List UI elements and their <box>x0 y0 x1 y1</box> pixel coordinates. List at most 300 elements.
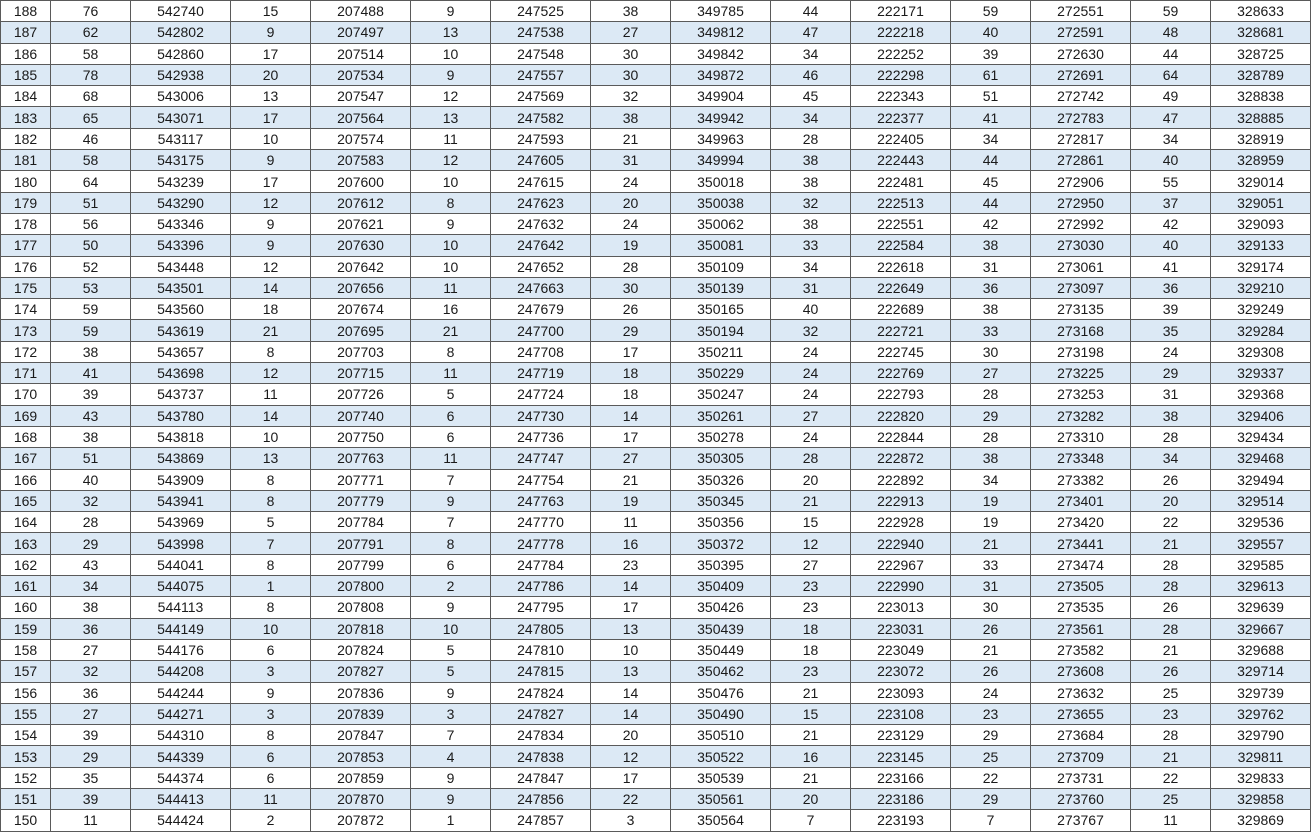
table-cell: 328681 <box>1211 22 1311 43</box>
table-cell: 2 <box>231 810 311 831</box>
table-cell: 222745 <box>851 341 951 362</box>
table-cell: 222892 <box>851 469 951 490</box>
table-cell: 329557 <box>1211 533 1311 554</box>
table-row <box>1 22 1311 43</box>
table-cell: 247548 <box>491 43 591 64</box>
table-cell: 33 <box>771 235 851 256</box>
table-cell: 14 <box>591 576 671 597</box>
table-cell: 20 <box>771 469 851 490</box>
table-cell: 207564 <box>311 107 411 128</box>
table-cell: 29 <box>951 405 1031 426</box>
table-cell: 222928 <box>851 512 951 533</box>
table-cell: 6 <box>411 554 491 575</box>
table-cell: 207695 <box>311 320 411 341</box>
table-cell: 222844 <box>851 426 951 447</box>
table-cell: 13 <box>591 661 671 682</box>
table-row <box>1 554 1311 575</box>
table-cell: 222405 <box>851 128 951 149</box>
table-cell: 273382 <box>1031 469 1131 490</box>
table-cell: 11 <box>411 277 491 298</box>
table-cell: 22 <box>951 767 1031 788</box>
table-cell: 207847 <box>311 725 411 746</box>
table-cell: 222689 <box>851 299 951 320</box>
table-cell: 222721 <box>851 320 951 341</box>
table-cell: 544208 <box>131 661 231 682</box>
table-cell: 13 <box>591 618 671 639</box>
table-cell: 247824 <box>491 682 591 703</box>
table-cell: 31 <box>951 576 1031 597</box>
table-cell: 44 <box>1131 43 1211 64</box>
table-cell: 247784 <box>491 554 591 575</box>
table-cell: 10 <box>411 235 491 256</box>
table-cell: 188 <box>1 1 51 22</box>
table-cell: 329762 <box>1211 703 1311 724</box>
table-cell: 8 <box>231 341 311 362</box>
table-cell: 27 <box>591 448 671 469</box>
table-row <box>1 618 1311 639</box>
table-cell: 8 <box>231 554 311 575</box>
table-cell: 33 <box>951 554 1031 575</box>
table-cell: 272630 <box>1031 43 1131 64</box>
table-cell: 20 <box>771 788 851 809</box>
table-cell: 223049 <box>851 639 951 660</box>
table-cell: 350372 <box>671 533 771 554</box>
table-cell: 186 <box>1 43 51 64</box>
table-cell: 24 <box>591 171 671 192</box>
table-cell: 20 <box>231 64 311 85</box>
table-cell: 78 <box>51 64 131 85</box>
table-cell: 207630 <box>311 235 411 256</box>
table-cell: 329514 <box>1211 490 1311 511</box>
table-cell: 38 <box>771 150 851 171</box>
table-cell: 161 <box>1 576 51 597</box>
table-cell: 5 <box>411 661 491 682</box>
table-cell: 350510 <box>671 725 771 746</box>
table-cell: 27 <box>771 405 851 426</box>
table-cell: 46 <box>51 128 131 149</box>
table-cell: 207621 <box>311 213 411 234</box>
table-row <box>1 448 1311 469</box>
table-cell: 544413 <box>131 788 231 809</box>
table-cell: 273420 <box>1031 512 1131 533</box>
table-cell: 5 <box>411 639 491 660</box>
table-cell: 21 <box>771 767 851 788</box>
table-cell: 543175 <box>131 150 231 171</box>
table-cell: 247569 <box>491 86 591 107</box>
table-cell: 350194 <box>671 320 771 341</box>
table-cell: 28 <box>771 448 851 469</box>
table-cell: 273505 <box>1031 576 1131 597</box>
table-cell: 59 <box>51 299 131 320</box>
table-cell: 273061 <box>1031 256 1131 277</box>
table-cell: 10 <box>591 639 671 660</box>
table-cell: 6 <box>411 426 491 447</box>
table-cell: 38 <box>51 341 131 362</box>
table-cell: 8 <box>411 533 491 554</box>
table-cell: 350522 <box>671 746 771 767</box>
table-cell: 44 <box>771 1 851 22</box>
table-cell: 6 <box>231 639 311 660</box>
table-cell: 38 <box>951 235 1031 256</box>
table-cell: 62 <box>51 22 131 43</box>
table-cell: 207488 <box>311 1 411 22</box>
table-cell: 247810 <box>491 639 591 660</box>
table-cell: 207808 <box>311 597 411 618</box>
table-cell: 32 <box>51 490 131 511</box>
table-cell: 12 <box>411 150 491 171</box>
table-cell: 3 <box>411 703 491 724</box>
table-cell: 207771 <box>311 469 411 490</box>
table-cell: 38 <box>771 171 851 192</box>
table-cell: 56 <box>51 213 131 234</box>
table-cell: 32 <box>771 320 851 341</box>
table-cell: 350081 <box>671 235 771 256</box>
table-cell: 247538 <box>491 22 591 43</box>
table-cell: 247747 <box>491 448 591 469</box>
table-cell: 8 <box>411 341 491 362</box>
table-cell: 22 <box>1131 512 1211 533</box>
table-cell: 273561 <box>1031 618 1131 639</box>
table-cell: 247827 <box>491 703 591 724</box>
table-cell: 30 <box>951 597 1031 618</box>
table-cell: 170 <box>1 384 51 405</box>
table-row <box>1 597 1311 618</box>
table-cell: 349872 <box>671 64 771 85</box>
table-cell: 31 <box>591 150 671 171</box>
table-cell: 45 <box>771 86 851 107</box>
table-cell: 28 <box>771 128 851 149</box>
table-cell: 40 <box>1131 150 1211 171</box>
table-cell: 247663 <box>491 277 591 298</box>
table-cell: 159 <box>1 618 51 639</box>
table-cell: 175 <box>1 277 51 298</box>
table-cell: 26 <box>951 618 1031 639</box>
table-cell: 350356 <box>671 512 771 533</box>
table-cell: 40 <box>951 22 1031 43</box>
table-cell: 59 <box>951 1 1031 22</box>
table-row <box>1 213 1311 234</box>
table-cell: 329790 <box>1211 725 1311 746</box>
table-cell: 24 <box>951 682 1031 703</box>
table-cell: 17 <box>591 767 671 788</box>
table-row <box>1 703 1311 724</box>
table-cell: 156 <box>1 682 51 703</box>
table-cell: 328838 <box>1211 86 1311 107</box>
table-cell: 17 <box>591 341 671 362</box>
table-cell: 21 <box>411 320 491 341</box>
table-cell: 182 <box>1 128 51 149</box>
table-cell: 38 <box>951 299 1031 320</box>
table-cell: 273441 <box>1031 533 1131 554</box>
table-cell: 207799 <box>311 554 411 575</box>
table-cell: 207497 <box>311 22 411 43</box>
table-row <box>1 725 1311 746</box>
table-cell: 21 <box>951 533 1031 554</box>
table-cell: 7 <box>411 469 491 490</box>
table-cell: 18 <box>771 618 851 639</box>
table-cell: 9 <box>231 213 311 234</box>
table-cell: 349785 <box>671 1 771 22</box>
table-cell: 329739 <box>1211 682 1311 703</box>
table-cell: 34 <box>951 469 1031 490</box>
table-cell: 37 <box>1131 192 1211 213</box>
table-row <box>1 1 1311 22</box>
table-cell: 59 <box>1131 1 1211 22</box>
table-cell: 10 <box>411 256 491 277</box>
table-cell: 23 <box>951 703 1031 724</box>
table-cell: 350278 <box>671 426 771 447</box>
table-cell: 19 <box>951 490 1031 511</box>
table-cell: 7 <box>771 810 851 831</box>
table-cell: 3 <box>231 703 311 724</box>
table-cell: 34 <box>51 576 131 597</box>
table-cell: 10 <box>411 43 491 64</box>
table-cell: 329368 <box>1211 384 1311 405</box>
table-cell: 65 <box>51 107 131 128</box>
table-cell: 16 <box>591 533 671 554</box>
table-row <box>1 746 1311 767</box>
table-cell: 25 <box>1131 682 1211 703</box>
table-cell: 349942 <box>671 107 771 128</box>
table-cell: 29 <box>591 320 671 341</box>
table-cell: 207534 <box>311 64 411 85</box>
table-row <box>1 150 1311 171</box>
table-cell: 16 <box>411 299 491 320</box>
table-cell: 169 <box>1 405 51 426</box>
table-cell: 207583 <box>311 150 411 171</box>
table-cell: 13 <box>231 448 311 469</box>
table-row <box>1 426 1311 447</box>
table-cell: 272950 <box>1031 192 1131 213</box>
table-cell: 247838 <box>491 746 591 767</box>
table-cell: 165 <box>1 490 51 511</box>
table-cell: 350564 <box>671 810 771 831</box>
table-cell: 12 <box>231 192 311 213</box>
table-cell: 207726 <box>311 384 411 405</box>
table-cell: 350426 <box>671 597 771 618</box>
table-cell: 61 <box>951 64 1031 85</box>
table-cell: 50 <box>51 235 131 256</box>
table-cell: 6 <box>231 767 311 788</box>
table-cell: 328789 <box>1211 64 1311 85</box>
table-cell: 22 <box>591 788 671 809</box>
table-cell: 6 <box>231 746 311 767</box>
table-cell: 28 <box>1131 554 1211 575</box>
table-cell: 329494 <box>1211 469 1311 490</box>
table-cell: 222443 <box>851 150 951 171</box>
table-cell: 350139 <box>671 277 771 298</box>
table-row <box>1 767 1311 788</box>
table-cell: 223108 <box>851 703 951 724</box>
table-cell: 247847 <box>491 767 591 788</box>
table-cell: 34 <box>1131 448 1211 469</box>
table-cell: 9 <box>231 150 311 171</box>
table-cell: 44 <box>951 150 1031 171</box>
table-cell: 30 <box>591 43 671 64</box>
table-cell: 207870 <box>311 788 411 809</box>
table-cell: 247856 <box>491 788 591 809</box>
table-cell: 273655 <box>1031 703 1131 724</box>
table-cell: 207859 <box>311 767 411 788</box>
table-cell: 163 <box>1 533 51 554</box>
table-cell: 17 <box>231 171 311 192</box>
table-cell: 27 <box>51 639 131 660</box>
table-cell: 47 <box>771 22 851 43</box>
table-cell: 207827 <box>311 661 411 682</box>
table-cell: 34 <box>951 128 1031 149</box>
table-cell: 181 <box>1 150 51 171</box>
table-cell: 247857 <box>491 810 591 831</box>
table-cell: 222940 <box>851 533 951 554</box>
table-cell: 543941 <box>131 490 231 511</box>
table-cell: 207818 <box>311 618 411 639</box>
table-cell: 543969 <box>131 512 231 533</box>
table-cell: 272817 <box>1031 128 1131 149</box>
table-cell: 543006 <box>131 86 231 107</box>
table-cell: 7 <box>231 533 311 554</box>
table-cell: 273310 <box>1031 426 1131 447</box>
table-cell: 23 <box>771 576 851 597</box>
table-cell: 152 <box>1 767 51 788</box>
table-cell: 9 <box>231 682 311 703</box>
table-cell: 329014 <box>1211 171 1311 192</box>
table-cell: 41 <box>951 107 1031 128</box>
table-cell: 207703 <box>311 341 411 362</box>
table-cell: 543071 <box>131 107 231 128</box>
table-cell: 180 <box>1 171 51 192</box>
table-cell: 222218 <box>851 22 951 43</box>
table-cell: 2 <box>411 576 491 597</box>
table-cell: 27 <box>951 363 1031 384</box>
table-cell: 207547 <box>311 86 411 107</box>
table-cell: 41 <box>51 363 131 384</box>
table-cell: 52 <box>51 256 131 277</box>
table-cell: 543737 <box>131 384 231 405</box>
table-cell: 222298 <box>851 64 951 85</box>
table-cell: 207824 <box>311 639 411 660</box>
table-cell: 46 <box>771 64 851 85</box>
table-cell: 222913 <box>851 490 951 511</box>
table-cell: 184 <box>1 86 51 107</box>
table-cell: 350062 <box>671 213 771 234</box>
table-cell: 35 <box>51 767 131 788</box>
table-cell: 207750 <box>311 426 411 447</box>
table-cell: 222872 <box>851 448 951 469</box>
table-cell: 18 <box>231 299 311 320</box>
table-cell: 329284 <box>1211 320 1311 341</box>
table-cell: 24 <box>591 213 671 234</box>
table-cell: 16 <box>771 746 851 767</box>
table-cell: 207791 <box>311 533 411 554</box>
table-cell: 350326 <box>671 469 771 490</box>
table-cell: 39 <box>51 788 131 809</box>
table-cell: 154 <box>1 725 51 746</box>
table-cell: 247615 <box>491 171 591 192</box>
table-cell: 329833 <box>1211 767 1311 788</box>
table-cell: 542802 <box>131 22 231 43</box>
table-cell: 58 <box>51 150 131 171</box>
table-cell: 544310 <box>131 725 231 746</box>
table-cell: 223193 <box>851 810 951 831</box>
table-cell: 20 <box>591 725 671 746</box>
table-cell: 29 <box>951 725 1031 746</box>
table-cell: 48 <box>1131 22 1211 43</box>
table-row <box>1 107 1311 128</box>
table-cell: 10 <box>411 618 491 639</box>
table-cell: 329667 <box>1211 618 1311 639</box>
table-cell: 544271 <box>131 703 231 724</box>
table-cell: 350395 <box>671 554 771 575</box>
table-cell: 24 <box>771 384 851 405</box>
table-cell: 173 <box>1 320 51 341</box>
table-cell: 542938 <box>131 64 231 85</box>
table-cell: 34 <box>1131 128 1211 149</box>
table-cell: 1 <box>231 576 311 597</box>
table-cell: 168 <box>1 426 51 447</box>
table-cell: 543396 <box>131 235 231 256</box>
table-cell: 8 <box>231 490 311 511</box>
table-cell: 272691 <box>1031 64 1131 85</box>
table-cell: 329133 <box>1211 235 1311 256</box>
table-cell: 7 <box>411 725 491 746</box>
table-cell: 272992 <box>1031 213 1131 234</box>
table-cell: 177 <box>1 235 51 256</box>
table-cell: 68 <box>51 86 131 107</box>
table-cell: 28 <box>1131 426 1211 447</box>
table-row <box>1 661 1311 682</box>
table-cell: 21 <box>771 682 851 703</box>
table-cell: 329337 <box>1211 363 1311 384</box>
table-cell: 222513 <box>851 192 951 213</box>
table-cell: 33 <box>951 320 1031 341</box>
table-cell: 179 <box>1 192 51 213</box>
table-cell: 222990 <box>851 576 951 597</box>
table-cell: 20 <box>591 192 671 213</box>
table-cell: 24 <box>771 341 851 362</box>
table-cell: 10 <box>231 128 311 149</box>
table-cell: 207612 <box>311 192 411 213</box>
table-cell: 9 <box>411 597 491 618</box>
table-cell: 9 <box>411 64 491 85</box>
table-row <box>1 576 1311 597</box>
table-cell: 29 <box>51 746 131 767</box>
table-cell: 18 <box>591 384 671 405</box>
table-cell: 58 <box>51 43 131 64</box>
table-cell: 28 <box>1131 576 1211 597</box>
table-cell: 26 <box>951 661 1031 682</box>
table-cell: 29 <box>951 788 1031 809</box>
table-cell: 543290 <box>131 192 231 213</box>
table-cell: 21 <box>1131 533 1211 554</box>
table-cell: 349812 <box>671 22 771 43</box>
table-row <box>1 43 1311 64</box>
table-cell: 350229 <box>671 363 771 384</box>
table-cell: 273168 <box>1031 320 1131 341</box>
table-cell: 51 <box>951 86 1031 107</box>
table-cell: 329210 <box>1211 277 1311 298</box>
table-cell: 349904 <box>671 86 771 107</box>
table-cell: 45 <box>951 171 1031 192</box>
table-cell: 247763 <box>491 490 591 511</box>
table-cell: 328725 <box>1211 43 1311 64</box>
table-body <box>1 1 1311 832</box>
table-cell: 247652 <box>491 256 591 277</box>
table-cell: 36 <box>51 618 131 639</box>
table-cell: 350490 <box>671 703 771 724</box>
table-row <box>1 512 1311 533</box>
table-cell: 34 <box>771 107 851 128</box>
table-cell: 328633 <box>1211 1 1311 22</box>
